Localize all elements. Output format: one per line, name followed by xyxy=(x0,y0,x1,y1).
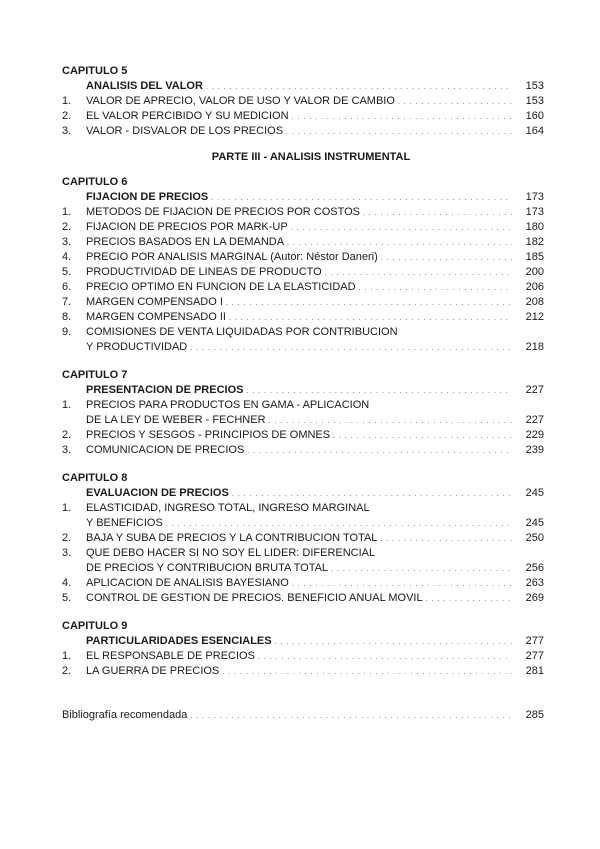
toc-entry: 1. METODOS DE FIJACION DE PRECIOS POR COSTOS . . . 173 xyxy=(62,205,544,220)
toc-entry: 1. PRECIOS PARA PRODUCTOS EN GAMA - APLICACION xyxy=(62,399,370,411)
page-number: 245 xyxy=(525,487,544,499)
toc-entry: 8. MARGEN COMPENSADO II . . . 212 xyxy=(62,310,544,325)
chapter-7-title-row xyxy=(62,383,544,398)
toc-entry: 3. COMUNICACION DE PRECIOS . . . 239 xyxy=(62,443,544,458)
toc-entry: 3. PRECIOS BASADOS EN LA DEMANDA . . . 182 xyxy=(62,235,544,250)
toc-entry: 2. FIJACION DE PRECIOS POR MARK-UP . . . 180 xyxy=(62,220,544,235)
toc-entry-continuation: Y PRODUCTIVIDAD . . . 218 xyxy=(62,340,544,355)
chapter-title: EVALUACION DE PRECIOS xyxy=(86,487,229,499)
chapter-8-title-row xyxy=(62,486,544,501)
chapter-9-heading: CAPITULO 9 xyxy=(62,620,128,632)
table-of-contents xyxy=(62,64,544,723)
toc-entry: 9. COMISIONES DE VENTA LIQUIDADAS POR CONTRIBUCION xyxy=(62,326,398,338)
toc-entry: 3. VALOR - DISVALOR DE LOS PRECIOS . . . 164 xyxy=(62,124,544,139)
toc-entry: 1. ELASTICIDAD, INGRESO TOTAL, INGRESO MARGINAL xyxy=(62,502,370,514)
page-number: 277 xyxy=(525,635,544,647)
page-number: 173 xyxy=(525,191,544,203)
toc-entry: 2. PRECIOS Y SESGOS - PRINCIPIOS DE OMNES . . . 229 xyxy=(62,428,544,443)
page-number: 227 xyxy=(525,384,544,396)
bibliography-entry: Bibliografía recomendada . . . 285 xyxy=(62,708,544,723)
chapter-title: FIJACION DE PRECIOS xyxy=(86,191,209,203)
chapter-7-heading: CAPITULO 7 xyxy=(62,369,128,381)
toc-entry-continuation: Y BENEFICIOS . . . 245 xyxy=(62,516,544,531)
chapter-5-heading: CAPITULO 5 xyxy=(62,65,128,77)
toc-entry: 7. MARGEN COMPENSADO I . . . 208 xyxy=(62,295,544,310)
toc-entry-continuation: DE PRECIOS Y CONTRIBUCION BRUTA TOTAL . . . 256 xyxy=(62,561,544,576)
toc-entry: 5. CONTROL DE GESTION DE PRECIOS. BENEFICIO ANUAL MOVIL . . . 269 xyxy=(62,591,544,606)
chapter-title: ANALISIS DEL VALOR xyxy=(86,80,203,92)
toc-entry: 2. EL VALOR PERCIBIDO Y SU MEDICION . . . 160 xyxy=(62,109,544,124)
page-number: 153 xyxy=(525,80,544,92)
chapter-5-title-row xyxy=(62,79,544,94)
chapter-title: PRESENTACION DE PRECIOS xyxy=(86,384,244,396)
part-heading: PARTE III - ANALISIS INSTRUMENTAL xyxy=(211,151,411,163)
toc-entry: 2. LA GUERRA DE PRECIOS . . . 281 xyxy=(62,664,544,679)
chapter-title: PARTICULARIDADES ESENCIALES xyxy=(86,635,272,647)
toc-entry: 4. APLICACION DE ANALISIS BAYESIANO . . . 263 xyxy=(62,576,544,591)
toc-entry: 2. BAJA Y SUBA DE PRECIOS Y LA CONTRIBUCION TOTAL . . . 250 xyxy=(62,531,544,546)
toc-entry: 1. EL RESPONSABLE DE PRECIOS . . . 277 xyxy=(62,649,544,664)
toc-entry: 5. PRODUCTIVIDAD DE LINEAS DE PRODUCTO . . . 200 xyxy=(62,265,544,280)
toc-entry: 4. PRECIO POR ANALISIS MARGINAL (Autor: Néstor Daneri) . . . 185 xyxy=(62,250,544,265)
chapter-6-title-row xyxy=(62,190,544,205)
chapter-9-title-row xyxy=(62,634,544,649)
chapter-8-heading: CAPITULO 8 xyxy=(62,472,128,484)
toc-entry: 3. QUE DEBO HACER SI NO SOY EL LIDER: DIFERENCIAL xyxy=(62,547,376,559)
toc-entry: 6. PRECIO OPTIMO EN FUNCION DE LA ELASTICIDAD . . . 206 xyxy=(62,280,544,295)
toc-entry: 1. VALOR DE APRECIO, VALOR DE USO Y VALOR DE CAMBIO . . . 153 xyxy=(62,94,544,109)
toc-entry-continuation: DE LA LEY DE WEBER - FECHNER . . . 227 xyxy=(62,413,544,428)
chapter-6-heading: CAPITULO 6 xyxy=(62,176,128,188)
